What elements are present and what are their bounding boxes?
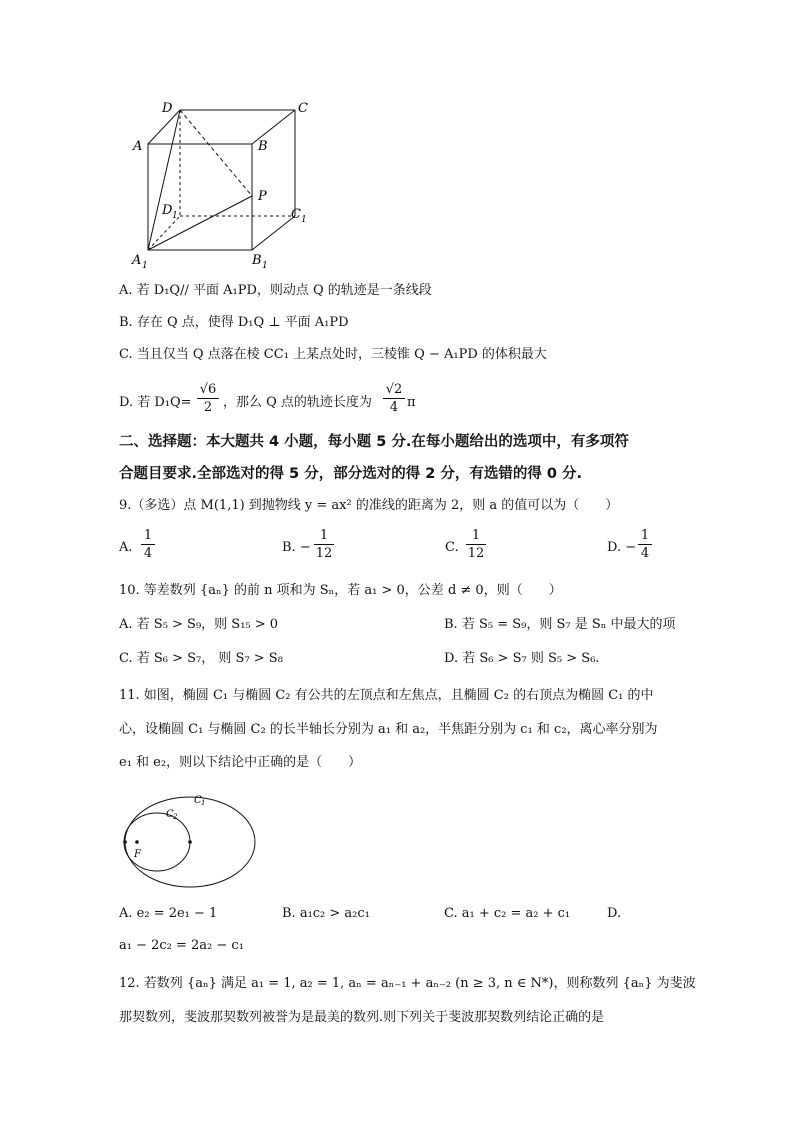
label-B1: B <box>252 253 262 268</box>
label-B1-sub: 1 <box>262 261 268 271</box>
q9-option-b-label: B. − <box>282 540 311 555</box>
label-P: P <box>258 189 267 204</box>
q8-d-frac1-num: √6 <box>199 382 217 397</box>
label-B: B <box>258 139 268 154</box>
q8-d-fraction-2 <box>383 382 405 415</box>
label-A1-sub: 1 <box>142 261 148 271</box>
fig-label-c2: C <box>166 809 174 820</box>
fig-label-c1: C <box>194 795 202 806</box>
q9-d-den: 4 <box>640 546 650 561</box>
fig-label-f: F <box>134 849 141 860</box>
label-D: D <box>162 101 173 116</box>
q9-stem: 9.（多选）点 M(1,1) 到抛物线 y = ax² 的准线的距离为 2，则 a 的值可以为（ ） <box>119 498 619 513</box>
q9-option-a-frac <box>141 528 155 561</box>
section-2-heading-line2: 合题目要求.全部选对的得 5 分，部分选对的得 2 分，有选错的得 0 分. <box>119 466 583 482</box>
q11-option-d-label: D. <box>607 906 622 921</box>
q9-a-num: 1 <box>143 528 153 543</box>
q9-c-den: 12 <box>467 546 485 561</box>
fig-label-c1-sub: 1 <box>201 799 206 807</box>
q8-d-frac1-den: 2 <box>203 400 213 415</box>
label-D1-sub: 1 <box>172 211 178 221</box>
label-A: A <box>133 139 143 154</box>
q10-option-a: A. 若 S₅ > S₉，则 S₁₅ > 0 <box>119 617 279 632</box>
q11-stem-line1: 11. 如图，椭圆 C₁ 与椭圆 C₂ 有公共的左顶点和左焦点，且椭圆 C₂ 的右顶点为椭圆 C₁ 的中 <box>119 688 654 703</box>
q9-option-d-label: D. − <box>607 540 637 555</box>
q9-options <box>119 528 679 568</box>
q9-option-c-frac <box>466 528 486 561</box>
q10-option-c: C. 若 S₆ > S₇， 则 S₇ > S₈ <box>119 651 283 666</box>
q8-option-c: C. 当且仅当 Q 点落在棱 CC₁ 上某点处时，三棱锥 Q − A₁PD 的体积最大 <box>119 347 547 362</box>
q9-d-num: 1 <box>640 528 650 543</box>
q9-option-b-frac <box>314 528 334 561</box>
q8-option-b: B. 存在 Q 点，使得 D₁Q ⊥ 平面 A₁PD <box>119 315 349 330</box>
q11-stem-line2: 心，设椭圆 C₁ 与椭圆 C₂ 的长半轴长分别为 a₁ 和 a₂，半焦距分别为 c₁ 和 c₂，离心率分别为 <box>119 722 658 737</box>
q9-option-d-frac <box>638 528 652 561</box>
q8-d-frac2-num: √2 <box>385 382 403 397</box>
q8-option-d <box>119 382 539 426</box>
q9-c-num: 1 <box>471 528 481 543</box>
q8-option-a: A. 若 D₁Q// 平面 A₁PD，则动点 Q 的轨迹是一条线段 <box>119 283 432 298</box>
q12-stem-line2: 那契数列，斐波那契数列被誉为是最美的数列.则下列关于斐波那契数列结论正确的是 <box>119 1010 605 1025</box>
ellipse-figure <box>118 787 268 893</box>
q8-d-fraction-1 <box>197 382 219 415</box>
label-C1-sub: 1 <box>301 215 307 225</box>
q9-b-den: 12 <box>315 546 333 561</box>
fig-label-c2-sub: 2 <box>173 813 178 821</box>
q8-d-frac2-den: 4 <box>389 400 399 415</box>
q8-d-prefix: D. 若 D₁Q= <box>119 395 192 410</box>
q9-option-a-label: A. <box>119 540 133 555</box>
q11-stem-line3: e₁ 和 e₂，则以下结论中正确的是（ ） <box>119 755 362 770</box>
q11-option-a: A. e₂ = 2e₁ − 1 <box>119 906 218 921</box>
q10-stem: 10. 等差数列 {aₙ} 的前 n 项和为 Sₙ，若 a₁ > 0，公差 d ≠ 0，则（ ） <box>119 583 562 598</box>
q9-option-c-label: C. <box>445 540 459 555</box>
q9-a-den: 4 <box>143 546 153 561</box>
section-2-heading-line1: 二、选择题：本大题共 4 小题，每小题 5 分.在每小题给出的选项中，有多项符 <box>119 434 629 450</box>
q12-stem-line1: 12. 若数列 {aₙ} 满足 a₁ = 1, a₂ = 1, aₙ = aₙ₋₁ + aₙ₋₂ (n ≥ 3, n ∈ N*)，则称数列 {aₙ} 为斐波 <box>119 976 696 991</box>
label-A1: A <box>132 253 142 268</box>
q10-option-d: D. 若 S₆ > S₇ 则 S₅ > S₆. <box>444 651 600 666</box>
q10-option-b: B. 若 S₅ = S₉，则 S₇ 是 Sₙ 中最大的项 <box>444 617 676 632</box>
q8-d-suffix: π <box>407 395 416 410</box>
cube-figure <box>128 96 318 272</box>
q11-option-c: C. a₁ + c₂ = a₂ + c₁ <box>444 906 571 921</box>
label-D1: D <box>162 203 173 218</box>
q8-d-middle: ，那么 Q 点的轨迹长度为 <box>223 395 372 410</box>
q9-b-num: 1 <box>319 528 329 543</box>
label-C1: C <box>291 207 301 222</box>
q11-option-d-content: a₁ − 2c₂ = 2a₂ − c₁ <box>119 938 244 953</box>
q11-option-b: B. a₁c₂ > a₂c₁ <box>282 906 370 921</box>
label-C: C <box>298 101 308 116</box>
